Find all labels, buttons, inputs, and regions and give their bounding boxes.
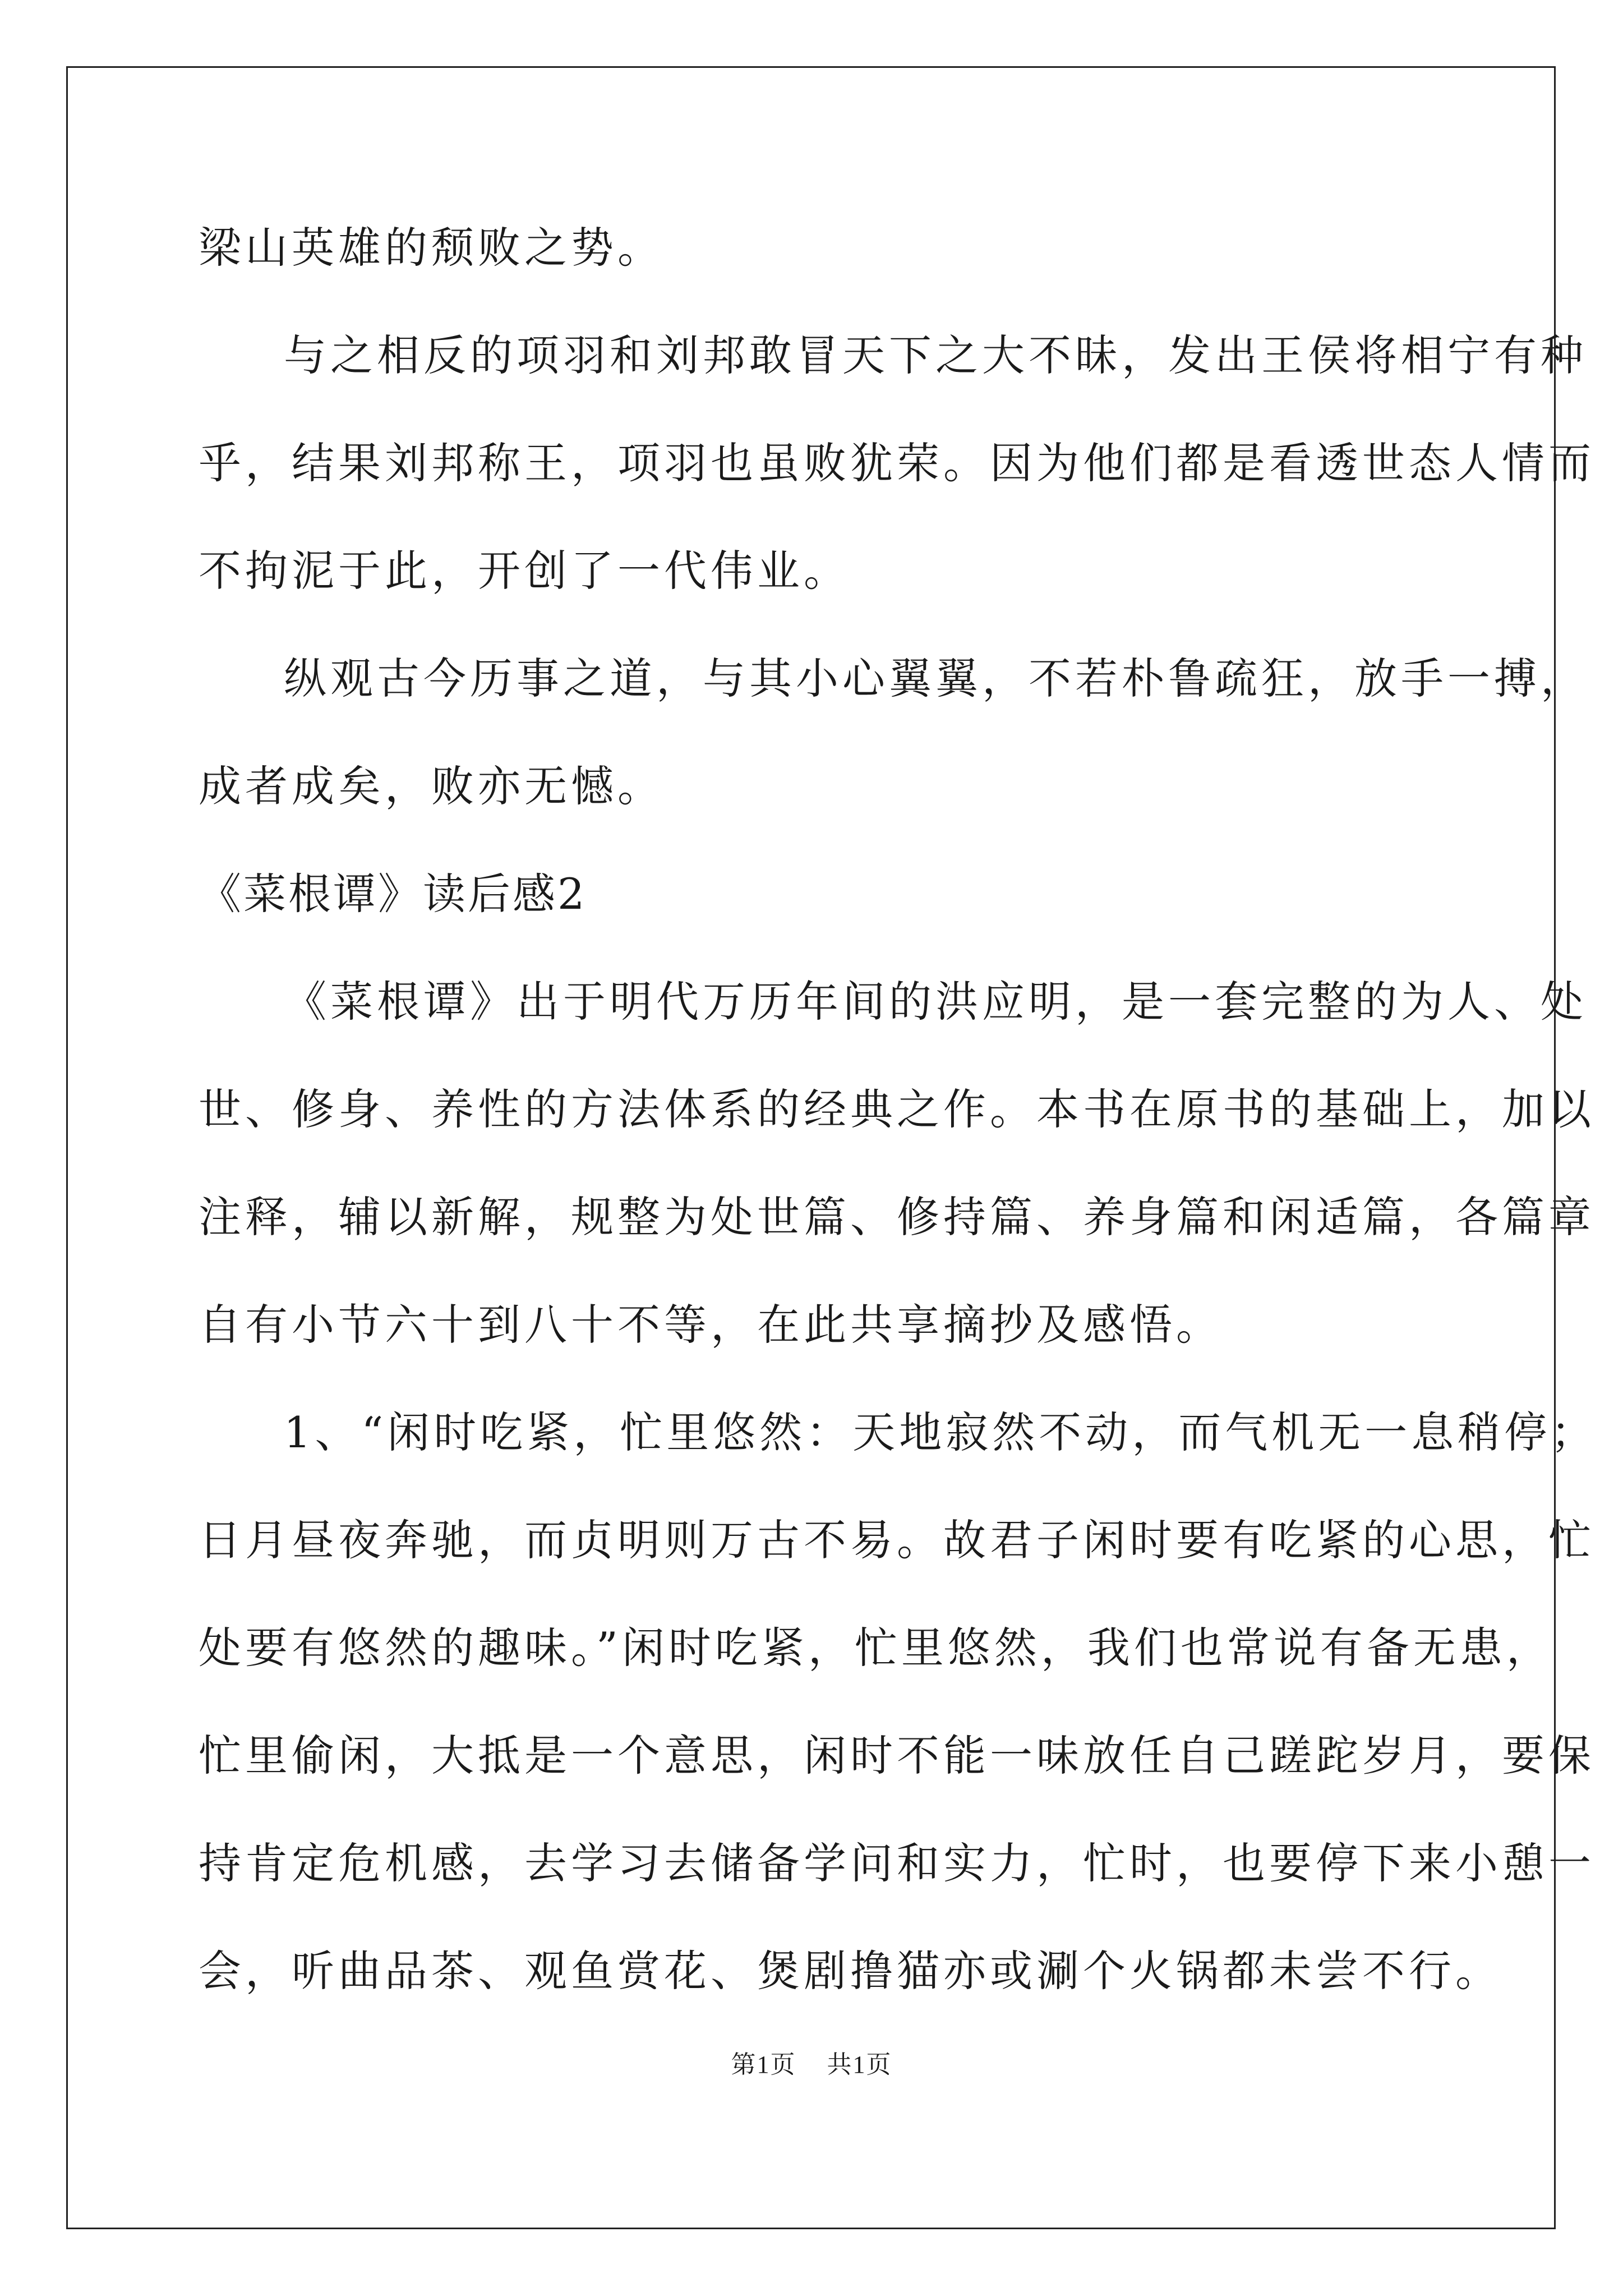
text-line-9: 世、修身、养性的方法体系的经典之作。本书在原书的基础上，加以 [199, 1084, 1595, 1134]
section-heading: 《菜根谭》读后感2 [199, 869, 587, 919]
text-line-11: 自有小节六十到八十不等，在此共享摘抄及感悟。 [199, 1300, 1223, 1350]
text-line-14: 处要有悠然的趣味。”闲时吃紧，忙里悠然，我们也常说有备无患， [199, 1623, 1553, 1673]
text-line-8: 《菜根谭》出于明代万历年间的洪应明，是一套完整的为人、处 [284, 977, 1587, 1027]
page-border [66, 66, 1556, 2229]
page-number: 第1页 [731, 2051, 796, 2078]
text-line-2: 与之相反的项羽和刘邦敢冒天下之大不昧，发出王侯将相宁有种 [284, 330, 1587, 380]
text-line-13: 日月昼夜奔驰，而贞明则万古不易。故君子闲时要有吃紧的心思，忙 [199, 1515, 1595, 1565]
text-line-17: 会，听曲品茶、观鱼赏花、煲剧撸猫亦或涮个火锅都未尝不行。 [199, 1946, 1502, 1996]
text-line-16: 持肯定危机感，去学习去储备学问和实力，忙时，也要停下来小憩一 [199, 1838, 1595, 1888]
text-line-12: 1、“闲时吃紧，忙里悠然：天地寂然不动，而气机无一息稍停； [284, 1407, 1598, 1457]
text-line-6: 成者成矣，败亦无憾。 [199, 761, 664, 811]
text-line-1: 梁山英雄的颓败之势。 [199, 223, 664, 273]
text-line-15: 忙里偷闲，大抵是一个意思，闲时不能一味放任自己蹉跎岁月，要保 [199, 1731, 1595, 1780]
page-total: 共1页 [827, 2051, 892, 2078]
text-line-4: 不拘泥于此，开创了一代伟业。 [199, 546, 850, 596]
text-line-5: 纵观古今历事之道，与其小心翼翼，不若朴鲁疏狂，放手一搏， [284, 654, 1587, 703]
text-line-10: 注释，辅以新解，规整为处世篇、修持篇、养身篇和闲适篇，各篇章 [199, 1192, 1595, 1242]
page-footer [0, 2044, 1623, 2080]
text-line-3: 乎，结果刘邦称王，项羽也虽败犹荣。因为他们都是看透世态人情而 [199, 438, 1595, 488]
